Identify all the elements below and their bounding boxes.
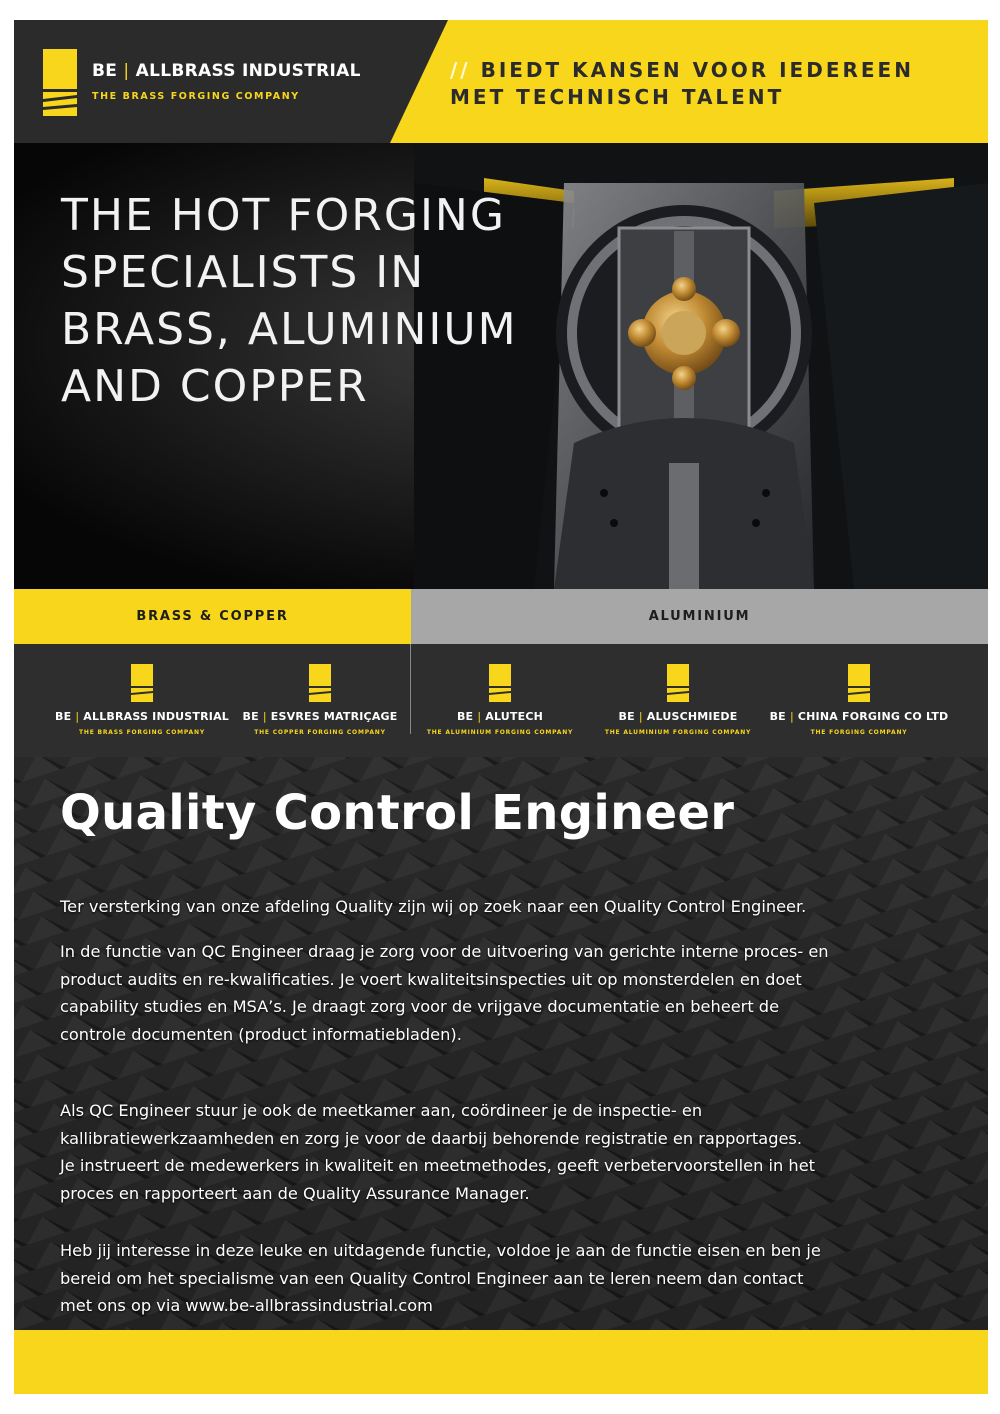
job-intro: Ter versterking van onze afdeling Quality zijn wij op zoek naar een Quality Control Engineer. (60, 897, 807, 916)
company-mark-icon (309, 664, 331, 702)
brand-subtitle: THE BRASS FORGING COMPANY (92, 91, 300, 102)
job-paragraph-3: Heb jij interesse in deze leuke en uitdagende functie, voldoe je aan de functie eisen en ben je bereid om het specialisme van een Quality Control Engineer aan te leren neem dan contact met ons op via www.be-allbrassindustrial.com (60, 1241, 821, 1315)
brand-name: BE | ALLBRASS INDUSTRIAL (92, 61, 361, 81)
company-mark-icon (848, 664, 870, 702)
footer-band (14, 1330, 988, 1394)
company-mark-icon (667, 664, 689, 702)
company-mark-icon (131, 664, 153, 702)
tab-aluminium-label: ALUMINIUM (648, 609, 751, 624)
hero-image (14, 143, 988, 589)
logos-divider (410, 644, 411, 734)
tab-aluminium (411, 589, 988, 644)
job-paragraph-1: In de functie van QC Engineer draag je zorg voor de uitvoering van gerichte interne proces- en product audits en re-kwalificaties. Je voert kwaliteitsinspecties uit op monsterdelen en doet capability studies en MSA’s. Je draagt zorg voor de vrijgave documentatie en beheert de controle documenten (product informatiebladen). (60, 942, 829, 1044)
job-paragraph-2: Als QC Engineer stuur je ook de meetkamer aan, coördineer je de inspectie- en kallibratiewerkzaamheden en zorg je voor de daarbij behorende registratie en rapportages. Je instrueert de medewerkers in kwaliteit en meetmethodes, geeft verbetervoorstellen in het proces en rapporteert aan de Quality Assurance Manager. (60, 1101, 816, 1203)
tab-brass-copper-label: BRASS & COPPER (136, 609, 289, 624)
company-logo-aluschmiede: BE | ALUSCHMIEDE THE ALUMINIUM FORGING COMPANY (598, 664, 758, 736)
tab-brass-copper (14, 589, 411, 644)
tagline: // BIEDT KANSEN VOOR IEDEREEN MET TECHNISCH TALENT (450, 58, 914, 109)
job-description (14, 757, 988, 1330)
company-logos (14, 644, 988, 757)
company-logo-esvres: BE | ESVRES MATRIÇAGE THE COPPER FORGING COMPANY (240, 664, 400, 736)
company-logo-china-forging: BE | CHINA FORGING CO LTD THE FORGING COMPANY (774, 664, 944, 736)
flyer-page (14, 20, 988, 1394)
job-title: Quality Control Engineer (60, 785, 735, 841)
company-mark-icon (489, 664, 511, 702)
brand-logo-icon (43, 49, 77, 116)
hero-title: THE HOT FORGING SPECIALISTS IN BRASS, ALUMINIUM AND COPPER (61, 190, 518, 412)
header (14, 20, 988, 143)
company-logo-alutech: BE | ALUTECH THE ALUMINIUM FORGING COMPANY (420, 664, 580, 736)
company-logo-allbrass: BE | ALLBRASS INDUSTRIAL THE BRASS FORGING COMPANY (62, 664, 222, 736)
